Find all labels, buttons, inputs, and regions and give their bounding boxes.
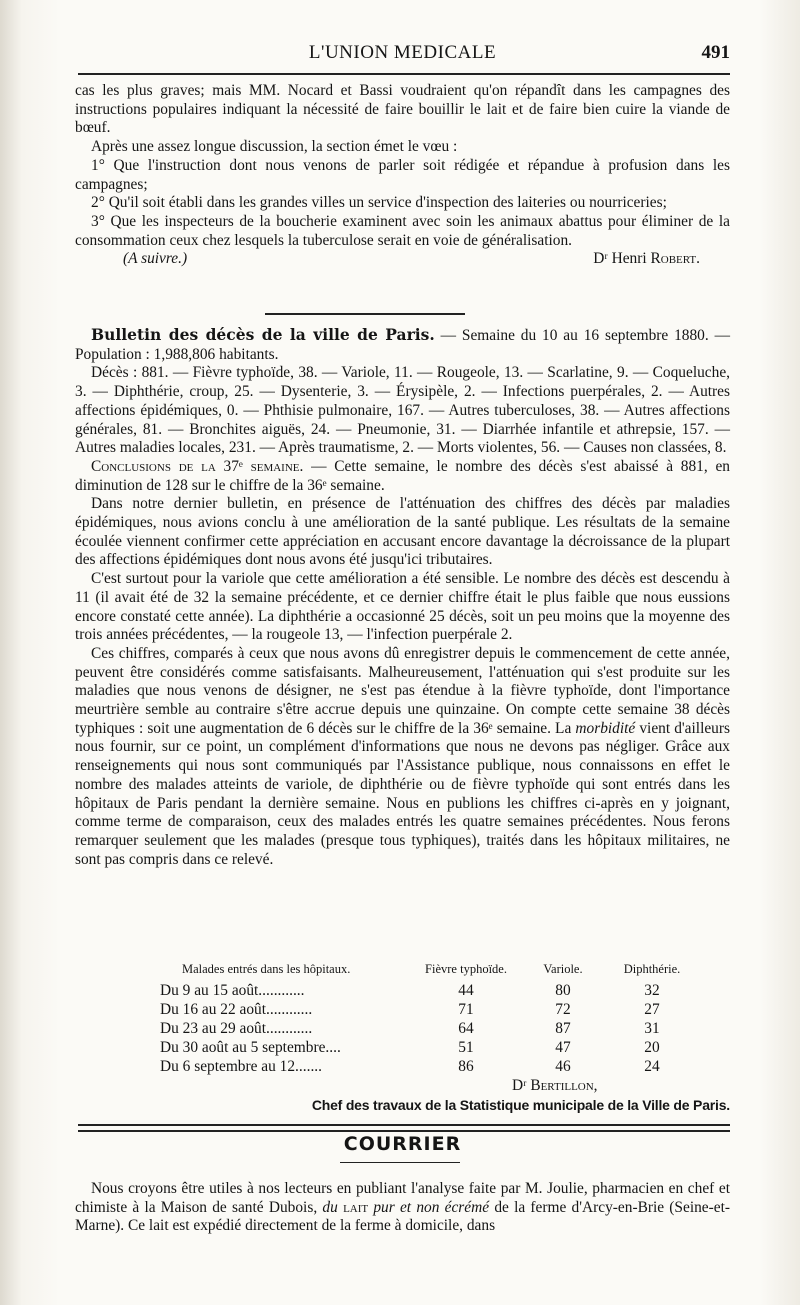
author-role: Chef des travaux de la Statistique municipale de la Ville de Paris. bbox=[311, 1097, 730, 1113]
page-number: 491 bbox=[701, 42, 730, 63]
section-voeu bbox=[75, 82, 730, 269]
bulletin-signature bbox=[75, 1077, 730, 1113]
to-be-continued: (A suivre.) bbox=[123, 250, 188, 268]
list-item: 1° Que l'instruction dont nous venons de parler soit rédigée et répandue à profusion dans les campagnes; bbox=[75, 156, 730, 193]
hospital-admissions-table bbox=[160, 962, 720, 1077]
column-header: Malades entrés dans les hôpitaux. bbox=[182, 962, 351, 976]
table-row: Du 6 septembre au 12....... 86 46 24 bbox=[160, 1058, 660, 1075]
column-header: Diphthérie. bbox=[623, 962, 681, 976]
paragraph: C'est surtout pour la variole que cette amélioration a été sensible. Le nombre des décès est descendu à 11 (il avait été de 32 la semaine précédente, et ce dernier chiffre était le plus faible que nous eussions encore constaté cette année). La diphthérie a occasionné 25 décès, soit un peu moins que la moyenne des trois années précédentes, — la rougeole 13, — l'infection puerpérale 2. bbox=[75, 570, 730, 644]
courrier-section bbox=[75, 1180, 730, 1236]
conclusions-label: Conclusions de la 37ᵉ semaine. bbox=[91, 457, 304, 475]
table-row: Du 16 au 22 août............ 71 72 27 bbox=[160, 1001, 660, 1018]
running-header bbox=[75, 42, 730, 72]
paragraph: Dans notre dernier bulletin, en présence de l'atténuation des chiffres des décès par maladies épidémiques, nous avions conclu à une amélioration de la santé publique. Les résultats de la semaine écoulée viennent confirmer cette appréciation en accusant encore davantage la décroissance de la plupart des affections épidémiques dont nous avons été jusqu'ici tributaires. bbox=[75, 495, 730, 569]
table-row: Du 9 au 15 août............ 44 80 32 bbox=[160, 982, 660, 999]
bulletin-section bbox=[75, 326, 730, 869]
paragraph: cas les plus graves; mais MM. Nocard et Bassi voudraient qu'on répandît dans les campagnes des instructions populaires indiquant la nécessité de faire bouillir le lait et de faire bien cuire la viande de bœuf. bbox=[75, 82, 730, 137]
paragraph: Nous croyons être utiles à nos lecteurs en publiant l'analyse faite par M. Joulie, pharmacien en chef et chimiste à la Maison de santé Dubois, du lait pur et non écrémé de la ferme d'Arcy-en-Brie (Seine-et-Marne). Ce lait est expédié directement de la ferme à domicile, dans bbox=[75, 1180, 730, 1235]
paragraph: Après une assez longue discussion, la section émet le vœu : bbox=[91, 138, 458, 156]
signature-line bbox=[75, 250, 730, 269]
paragraph: Ces chiffres, comparés à ceux que nous avons dû enregistrer depuis le commencement de cette année, peuvent être considérés comme satisfaisants. Malheureusement, l'atténuation qui s'est produite sur les maladies que nous venons de désigner, ne s'est pas étendue à la fièvre typhoïde, dont l'importance meurtrière semble au contraire s'être accrue depuis une quinzaine. On compte cette semaine 38 décès typhiques : soit une augmentation de 6 décès sur le chiffre de la 36ᵉ semaine. La morbidité vient d'ailleurs nous fournir, sur ce point, un complément d'informations que nous ne devons pas négliger. Grâce aux renseignements qui nous sont communiqués par l'Assistance publique, nous connaissons en effet le nombre des malades atteints de variole, de diphthérie ou de fièvre typhoïde qui sont entrés dans les hôpitaux de Paris pendant la dernière semaine. Nous en publions les chiffres ci-après en y joignant, comme terme de comparaison, ceux des malades entrés les quatre semaines précédentes. Nous ferons remarquer seulement que les malades (presque tous typhiques), traités dans les hôpitaux militaires, ne sont pas compris dans ce relevé. bbox=[75, 644, 730, 868]
double-rule bbox=[78, 1124, 730, 1132]
list-item: 3° Que les inspecteurs de la boucherie examinent avec soin les animaux abattus pour éliminer de la consommation ceux chez lesquels la tuberculose serait en voie de généralisation. bbox=[75, 212, 730, 249]
header-rule bbox=[78, 73, 730, 75]
bulletin-title: Bulletin des décès de la ville de Paris. bbox=[91, 325, 435, 344]
author-name: Dʳ Bertillon, bbox=[512, 1077, 598, 1094]
courrier-heading: COURRIER bbox=[343, 1133, 462, 1155]
section-divider bbox=[265, 313, 465, 315]
conclusions: Conclusions de la 37ᵉ semaine. — Cette semaine, le nombre des décès s'est abaissé à 881, en diminution de 128 sur le chiffre de la 36ᵉ semaine. bbox=[75, 457, 730, 494]
table-row: Du 30 août au 5 septembre.... 51 47 20 bbox=[160, 1039, 660, 1056]
table-row: Du 23 au 29 août............ 64 87 31 bbox=[160, 1020, 660, 1037]
list-item: 2° Qu'il soit établi dans les grandes villes un service d'inspection des laiteries ou nourriceries; bbox=[91, 194, 667, 212]
bulletin-intro: Bulletin des décès de la ville de Paris. — Semaine du 10 au 16 septembre 1880. — Population : 1,988,806 habitants. bbox=[75, 325, 730, 363]
deaths-list: Décès : 881. — Fièvre typhoïde, 38. — Variole, 11. — Rougeole, 13. — Scarlatine, 9. — Coqueluche, 3. — Diphthérie, croup, 25. — Dysenterie, 3. — Érysipèle, 2. — Infections puerpérales, 2. — Autres affections épidémiques, 0. — Phthisie pulmonaire, 167. — Autres tuberculoses, 38. — Autres affections générales, 81. — Bronchites aiguës, 24. — Pneumonie, 31. — Diarrhée infantile et athrepsie, 157. — Autres maladies locales, 231. — Après traumatisme, 2. — Morts violentes, 56. — Causes non classées, 8. bbox=[75, 364, 730, 457]
section-divider bbox=[340, 1162, 460, 1163]
author-signature: Dʳ Henri Robert. bbox=[593, 250, 700, 268]
column-header: Variole. bbox=[543, 962, 583, 976]
table-header bbox=[160, 962, 720, 982]
column-header: Fièvre typhoïde. bbox=[425, 962, 507, 976]
journal-title: L'UNION MEDICALE bbox=[308, 42, 497, 63]
